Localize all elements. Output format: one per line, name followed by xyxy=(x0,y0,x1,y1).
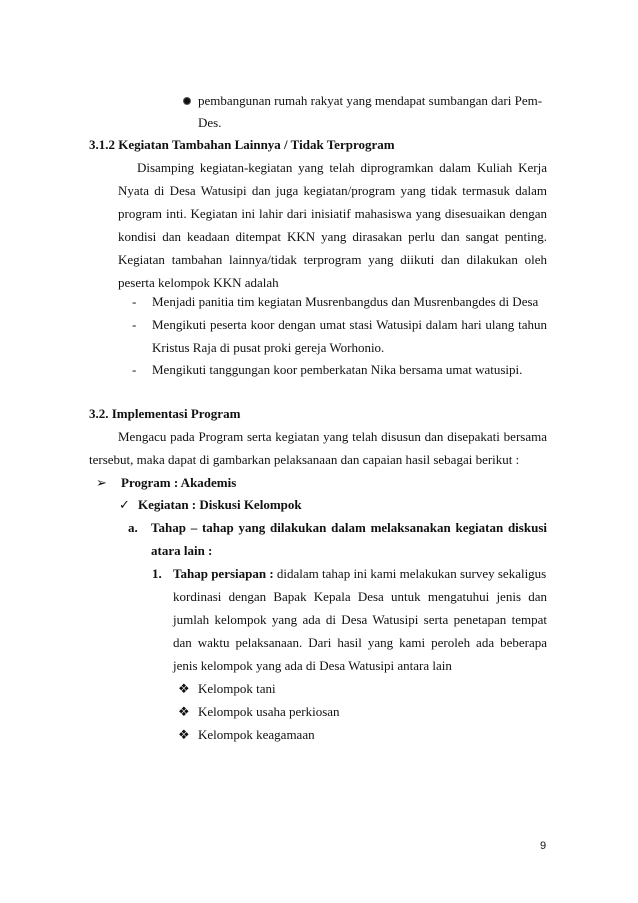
diamond-bullet-icon: ❖ xyxy=(178,681,190,696)
bullet-text-line-2: Des. xyxy=(198,115,222,130)
section-312-para-line: Nyata di Desa Watusipi dan juga kegiatan/program yang tidak termasuk dalam xyxy=(118,183,547,198)
arrow-bullet-icon: ➢ xyxy=(96,475,107,490)
dash-item: Mengikuti tanggungan koor pemberkatan Nika bersama umat watusipi. xyxy=(152,362,523,377)
section-32-para-line: tersebut, maka dapat di gambarkan pelaksanaan dan capaian hasil sebagai berikut : xyxy=(89,452,520,467)
dash-marker: - xyxy=(132,294,137,309)
persiapan-line: kordinasi dengan Bapak Kepala Desa untuk mengatuhui jenis dan xyxy=(173,589,547,604)
bullet-dot-icon xyxy=(183,97,191,105)
tahap-line-2: atara lain : xyxy=(151,543,213,558)
dash-item: Mengikuti peserta koor dengan umat stasi Watusipi dalam hari ulang tahun xyxy=(152,317,547,332)
persiapan-line: jenis kelompok yang ada di Desa Watusipi antara lain xyxy=(173,658,452,673)
persiapan-marker: 1. xyxy=(152,566,162,581)
section-312-para-line: Disamping kegiatan-kegiatan yang telah diprogramkan dalam Kuliah Kerja xyxy=(137,160,547,175)
checkmark-bullet-icon: ✓ xyxy=(119,497,130,512)
persiapan-line-1 xyxy=(173,566,546,582)
kelompok-item: Kelompok keagamaan xyxy=(198,727,315,742)
section-312-para-line: peserta kelompok KKN adalah xyxy=(118,275,279,290)
section-32-heading: 3.2. Implementasi Program xyxy=(89,406,241,421)
dash-marker: - xyxy=(132,362,137,377)
diamond-bullet-icon: ❖ xyxy=(178,704,190,719)
diamond-bullet-icon: ❖ xyxy=(178,727,190,742)
persiapan-line-1-text: didalam tahap ini kami melakukan survey sekaligus xyxy=(273,566,547,581)
persiapan-line: dan waktu pelaksanaan. Dari hasil yang kami peroleh ada beberapa xyxy=(173,635,547,650)
program-label: Program : Akademis xyxy=(121,475,237,490)
kegiatan-label: Kegiatan : Diskusi Kelompok xyxy=(138,497,302,512)
dash-item-continuation: Kristus Raja di pusat proki gereja Worhonio. xyxy=(152,340,385,355)
section-312-para-line: Kegiatan tambahan lainnya/tidak terprogram yang diikuti dan dilakukan oleh xyxy=(118,252,547,267)
section-312-para-line: program inti. Kegiatan ini lahir dari inisiatif mahasiswa yang disesuaikan dengan xyxy=(118,206,547,221)
persiapan-line: jumlah kelompok yang ada di Desa Watusipi serta penetapan tempat xyxy=(173,612,547,627)
tahap-line-1: Tahap – tahap yang dilakukan dalam melaksanakan kegiatan diskusi xyxy=(151,520,547,535)
kelompok-item: Kelompok usaha perkiosan xyxy=(198,704,340,719)
kelompok-item: Kelompok tani xyxy=(198,681,276,696)
section-312-heading: 3.1.2 Kegiatan Tambahan Lainnya / Tidak Terprogram xyxy=(89,137,395,152)
section-32-para-line: Mengacu pada Program serta kegiatan yang telah disusun dan disepakati bersama xyxy=(118,429,547,444)
persiapan-label: Tahap persiapan : xyxy=(173,566,274,581)
dash-item: Menjadi panitia tim kegiatan Musrenbangdus dan Musrenbangdes di Desa xyxy=(152,294,539,309)
section-312-para-line: kondisi dan keadaan ditempat KKN yang dirasakan perlu dan sangat penting. xyxy=(118,229,547,244)
page-number: 9 xyxy=(540,840,547,852)
tahap-marker: a. xyxy=(128,520,138,535)
bullet-text-line-1: pembangunan rumah rakyat yang mendapat sumbangan dari Pem- xyxy=(198,93,543,108)
dash-marker: - xyxy=(132,317,137,332)
